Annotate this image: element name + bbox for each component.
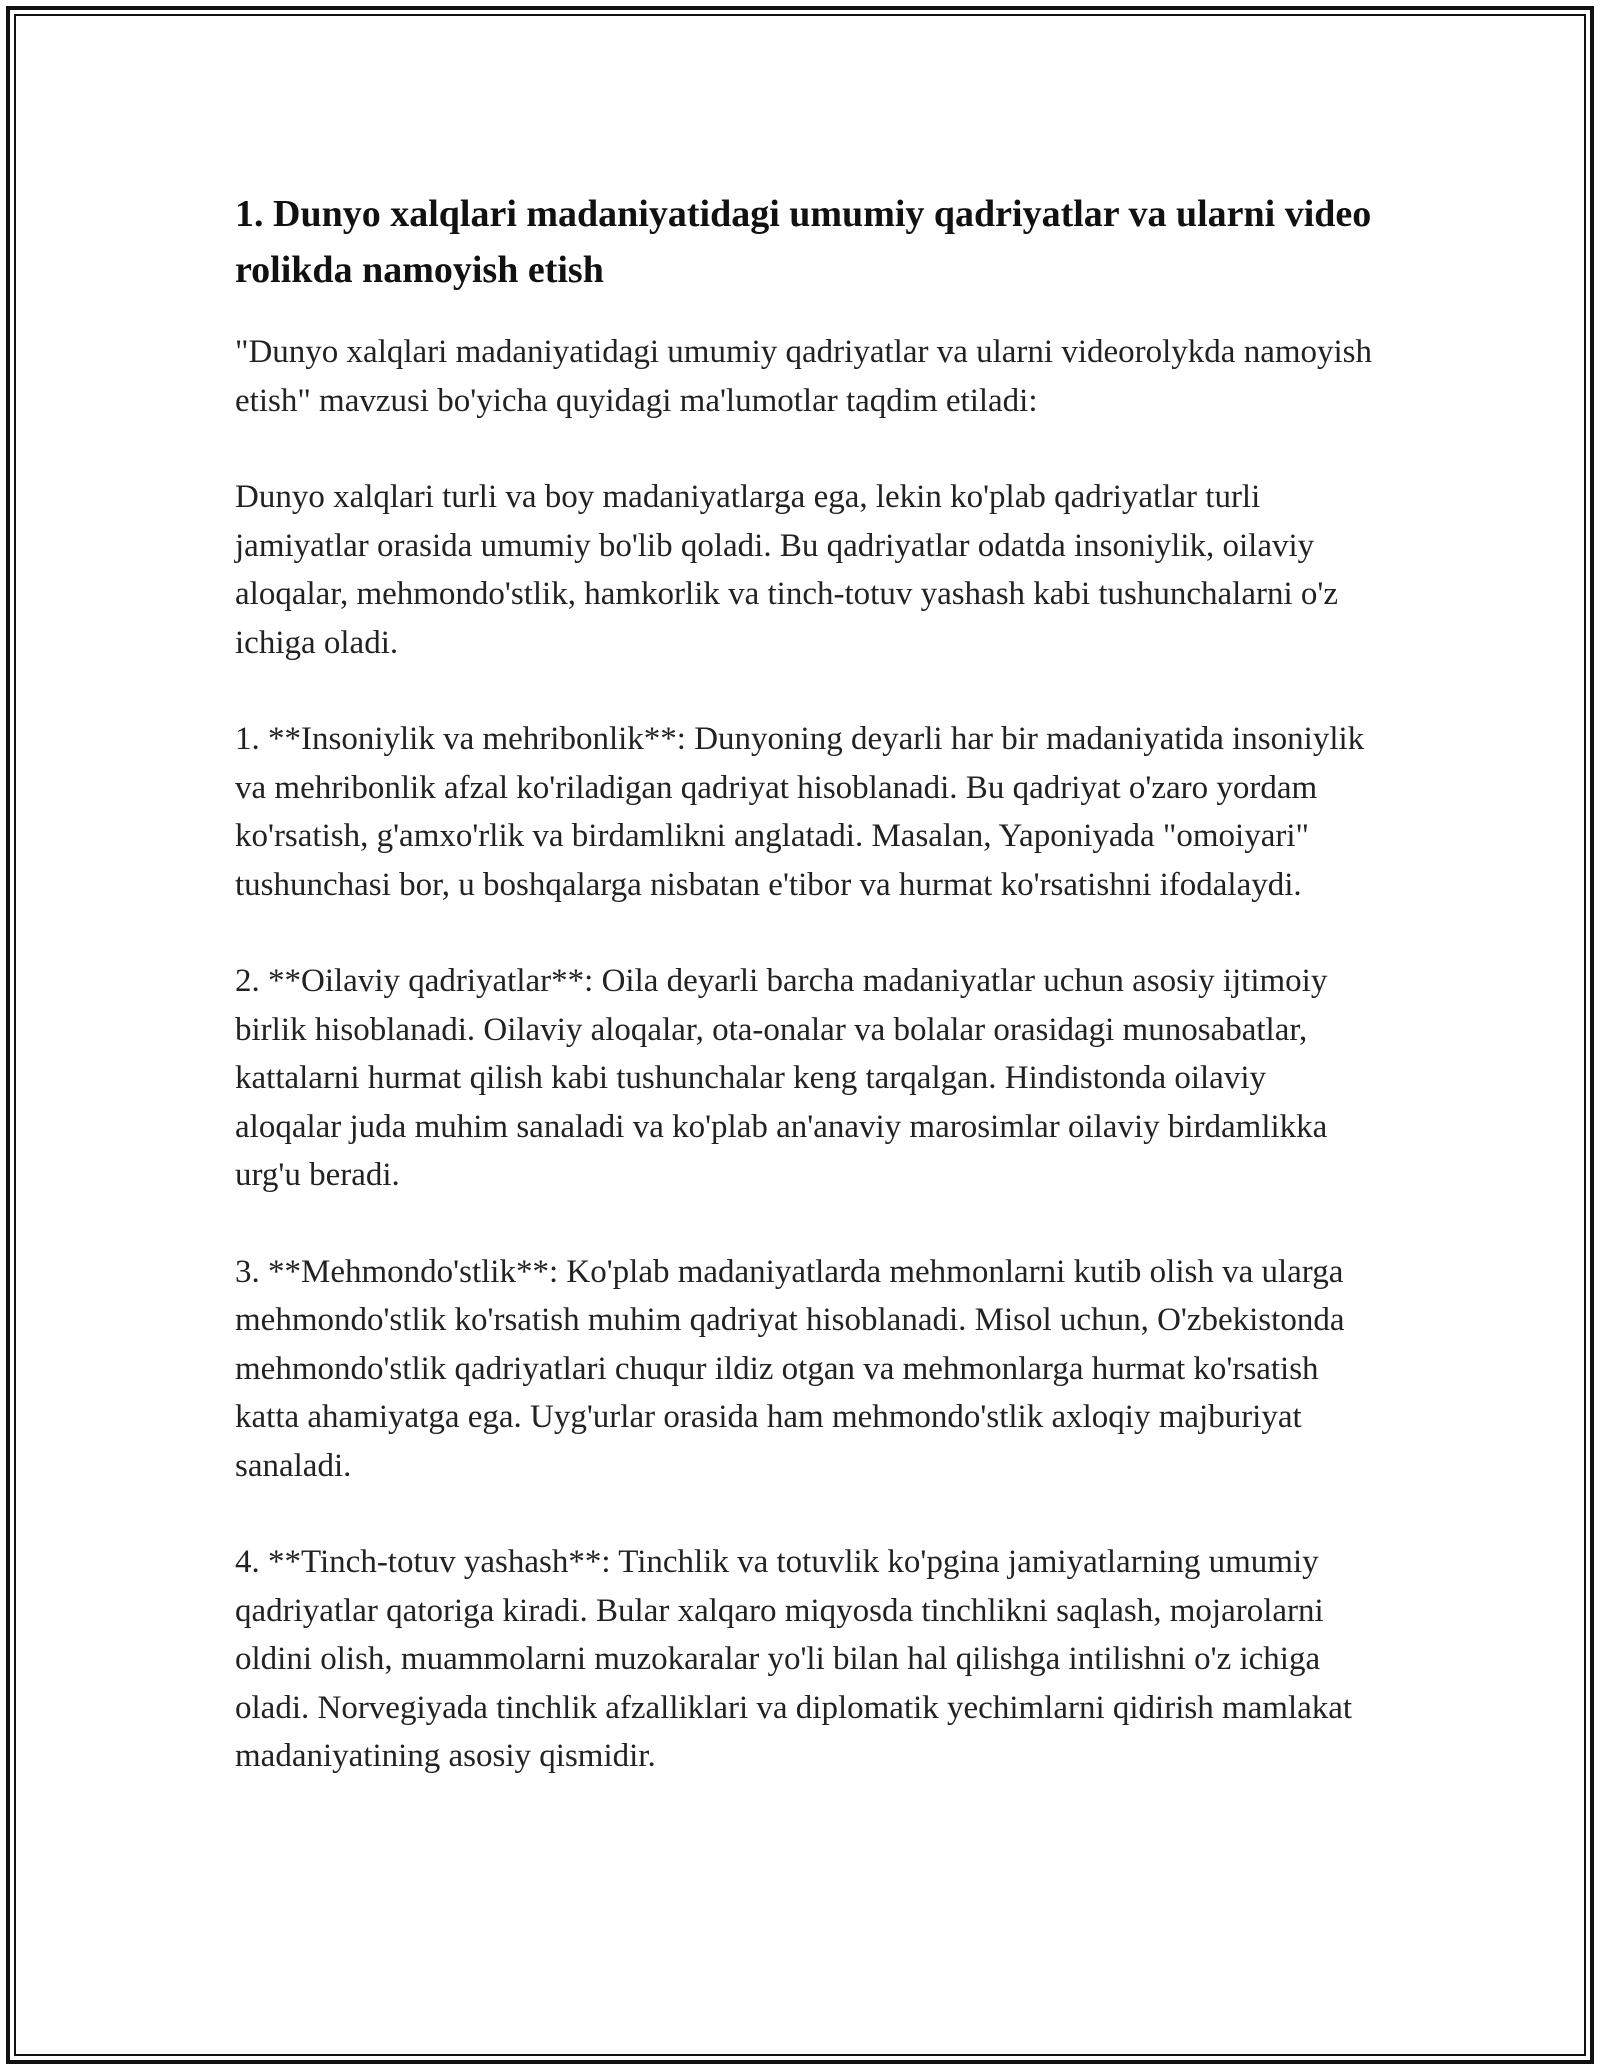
intro-paragraph: "Dunyo xalqlari madaniyatidagi umumiy qadriyatlar va ularni videorolykda namoyish etish" mavzusi bo'yicha quyidagi ma'lumotlar taqdim etiladi: [235, 334, 1373, 419]
overview-paragraph: Dunyo xalqlari turli va boy madaniyatlarga ega, lekin ko'plab qadriyatlar turli jamiyatlar orasida umumiy bo'lib qoladi. Bu qadriyatlar odatda insoniylik, oilaviy aloqalar, mehmondo'stlik, hamkorlik va tinch-totuv yashash kabi tushunchalarni o'z ichiga oladi. [235, 479, 1338, 661]
document-body [235, 186, 1375, 1829]
section-peaceful-coexistence-paragraph: 4. **Tinch-totuv yashash**: Tinchlik va totuvlik ko'pgina jamiyatlarning umumiy qadriyatlar qatoriga kiradi. Bular xalqaro miqyosda tinchlikni saqlash, mojarolarni oldini olish, muammolarni muzokaralar yo'li bilan hal qilishga intilishni o'z ichiga oladi. Norvegiyada tinchlik afzalliklari va diplomatik yechimlarni qidirish mamlakat madaniyatining asosiy qismidir. [235, 1544, 1353, 1774]
section-humanity-paragraph: 1. **Insoniylik va mehribonlik**: Dunyoning deyarli har bir madaniyatida insoniylik va mehribonlik afzal ko'riladigan qadriyat hisoblanadi. Bu qadriyat o'zaro yordam ko'rsatish, g'amxo'rlik va birdamlikni anglatadi. Masalan, Yaponiyada "omoiyari" tushunchasi bor, u boshqalarga nisbatan e'tibor va hurmat ko'rsatishni ifodalaydi. [235, 721, 1365, 903]
section-family-values-paragraph: 2. **Oilaviy qadriyatlar**: Oila deyarli barcha madaniyatlar uchun asosiy ijtimoiy birlik hisoblanadi. Oilaviy aloqalar, ota-onalar va bolalar orasidagi munosabatlar, kattalarni hurmat qilish kabi tushunchalar keng tarqalgan. Hindistonda oilaviy aloqalar juda muhim sanaladi va ko'plab an'anaviy marosimlar oilaviy birdamlikka urg'u beradi. [235, 963, 1328, 1193]
document-title: 1. Dunyo xalqlari madaniyatidagi umumiy qadriyatlar va ularni video rolikda namoyish etish [235, 193, 1372, 291]
section-hospitality-paragraph: 3. **Mehmondo'stlik**: Ko'plab madaniyatlarda mehmonlarni kutib olish va ularga mehmondo'stlik ko'rsatish muhim qadriyat hisoblanadi. Misol uchun, O'zbekistonda mehmondo'stlik qadriyatlari chuqur ildiz otgan va mehmonlarga hurmat ko'rsatish katta ahamiyatga ega. Uyg'urlar orasida ham mehmondo'stlik axloqiy majburiyat sanaladi. [235, 1253, 1345, 1484]
